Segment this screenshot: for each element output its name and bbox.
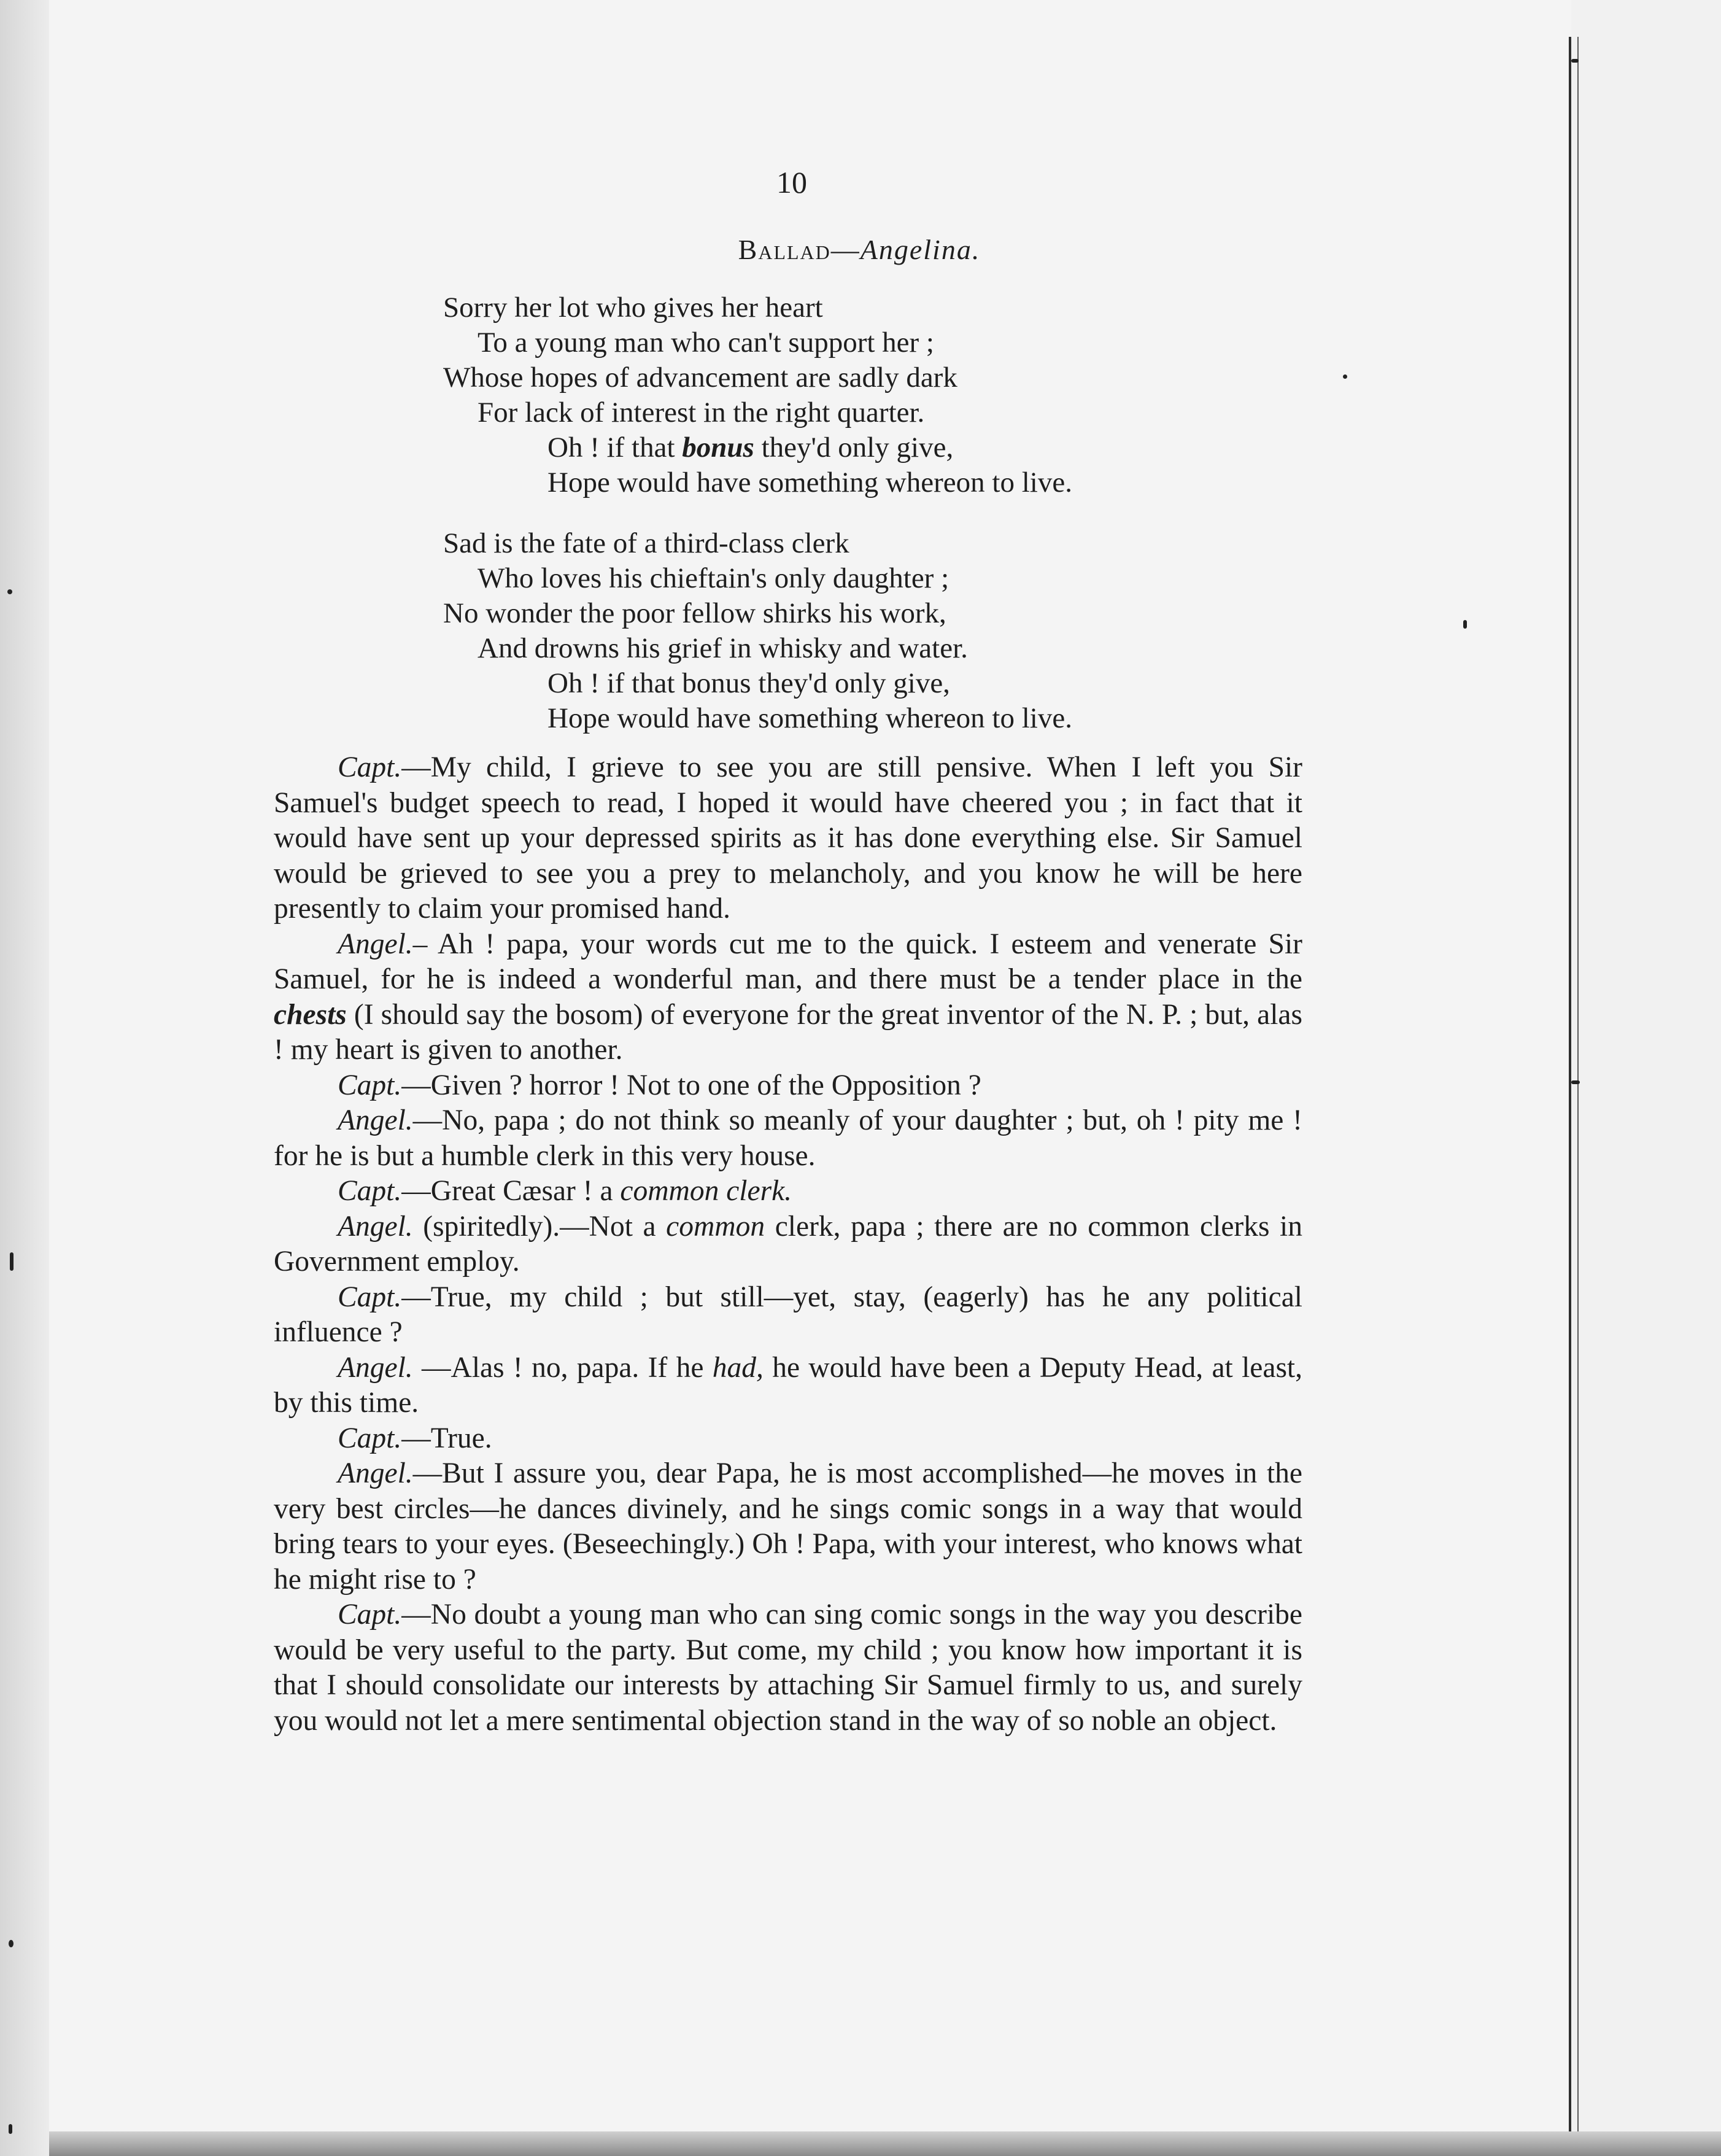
verse-line: Who loves his chieftain's only daughter ; [478, 562, 949, 594]
speech-text: True, my child ; but still—yet, stay, (eagerly) has he any political influence ? [274, 1281, 1302, 1348]
scan-bottom-edge [49, 2131, 1721, 2156]
ballad-heading [552, 233, 1166, 266]
speaker-separator: — [401, 1281, 431, 1313]
speaker-name: Capt. [338, 1422, 402, 1454]
scan-speck [1571, 59, 1579, 63]
verse-text: they'd only give, [754, 432, 954, 463]
speech-text: Great Cæsar ! a [430, 1175, 621, 1207]
speech-text: My child, I grieve to see you are still pensive. When I left you Sir Samuel's budget speech to read, I hoped it would have cheered you ; in fact that it would have sent up your depressed spirits as it has done everything else. Sir Samuel would be grieved to see you a prey to melancholy, and you know he will be here presently to claim your promised hand. [274, 751, 1302, 925]
speaker-name: Capt. [338, 1599, 402, 1631]
dialogue-paragraph [274, 927, 1302, 1068]
speaker-name: Capt. [338, 1069, 402, 1101]
speaker-name: Capt. [338, 751, 402, 783]
verse-line: Oh ! if that bonus they'd only give, [547, 667, 950, 699]
speaker-name: Angel. [338, 1104, 413, 1136]
scan-speck [7, 589, 12, 594]
verse-line: Whose hopes of advancement are sadly dark [443, 362, 957, 394]
speaker-separator: — [401, 1069, 431, 1101]
speech-text: Given ? horror ! Not to one of the Opposition ? [430, 1069, 981, 1101]
verse-line: Hope would have something whereon to live. [547, 702, 1072, 734]
speaker-name: Angel. [338, 928, 413, 960]
speaker-separator: — [412, 1351, 451, 1384]
dialogue-text [274, 750, 1302, 1739]
scan-right-margin [1571, 0, 1721, 2156]
speech-text: Ah ! papa, your words cut me to the quick. I esteem and venerate Sir Samuel, for he is indeed a wonderful man, and there must be a tender place in the [274, 928, 1302, 995]
verse-line: Sorry her lot who gives her heart [443, 292, 823, 324]
speaker-separator: – [412, 928, 438, 960]
verse-line: Hope would have something whereon to live. [547, 467, 1072, 498]
verse-line: No wonder the poor fellow shirks his work, [443, 597, 946, 629]
page-number: 10 [776, 165, 807, 200]
emphasis-text: had, [712, 1351, 764, 1384]
emphasis-text: chests [274, 998, 347, 1031]
emphasis-word: bonus [682, 432, 754, 463]
speaker-name: Capt. [338, 1175, 402, 1207]
verse-line: Sad is the fate of a third-class clerk [443, 527, 849, 559]
speaker-separator: — [401, 1599, 431, 1631]
emphasis-text: common clerk. [620, 1175, 792, 1207]
speaker-separator: — [401, 1422, 431, 1454]
dialogue-paragraph [274, 1103, 1302, 1174]
scan-speck [1343, 374, 1347, 379]
dialogue-paragraph [274, 1597, 1302, 1739]
speaker-name: Angel. [338, 1457, 413, 1489]
dialogue-paragraph [274, 1456, 1302, 1597]
ballad-title: Ballad [738, 234, 831, 265]
scan-speck [9, 1940, 14, 1947]
speech-text: (spiritedly).—Not a [423, 1210, 667, 1243]
scan-speck [9, 2124, 12, 2134]
ballad-singer: Angelina. [860, 234, 981, 265]
speech-text: True. [430, 1422, 492, 1454]
speaker-separator: — [412, 1457, 443, 1489]
page-fold-line-inner [1577, 37, 1579, 2136]
scan-speck [1571, 1080, 1580, 1084]
emphasis-text: common [666, 1210, 765, 1243]
verse-line: And drowns his grief in whisky and water. [478, 632, 968, 664]
page-fold-line [1569, 37, 1571, 2136]
verse-text: Oh ! if that [547, 432, 683, 463]
speaker-separator [413, 1211, 423, 1243]
dialogue-paragraph [274, 1174, 1302, 1209]
speaker-separator: — [401, 751, 431, 783]
speech-text: No, papa ; do not think so meanly of your daughter ; but, oh ! pity me ! for he is but a humble clerk in this very house. [274, 1104, 1302, 1172]
speech-text: (I should say the bosom) of everyone for the great inventor of the N. P. ; but, alas ! my heart is given to another. [274, 998, 1302, 1066]
dialogue-paragraph [274, 1351, 1302, 1421]
dialogue-paragraph [274, 1068, 1302, 1104]
verse-line: To a young man who can't support her ; [478, 327, 934, 359]
speech-text: Alas ! no, papa. If he [451, 1351, 713, 1384]
dialogue-paragraph [274, 1280, 1302, 1351]
speech-text: But I assure you, dear Papa, he is most accomplished—he moves in the very best circles—he dances divinely, and he sings comic songs in a way that would bring tears to your eyes. (Beseechingly.) Oh ! Papa, with your interest, who knows what he might rise to ? [274, 1457, 1302, 1596]
speaker-separator: — [412, 1104, 443, 1136]
speech-text: he would have been a Deputy Head, at least, by this time. [274, 1351, 1303, 1419]
ballad-dash: — [830, 234, 860, 265]
verse-line [547, 433, 953, 462]
dialogue-paragraph [274, 750, 1302, 927]
speaker-name: Capt. [338, 1281, 402, 1313]
scan-speck [10, 1252, 14, 1271]
scan-speck [1463, 620, 1467, 629]
speech-text: No doubt a young man who can sing comic songs in the way you describe would be very useful to the party. But come, my child ; you know how important it is that I should consolidate our interests by attaching Sir Samuel firmly to us, and surely you would not let a mere sentimental objection stand in the way of so noble an object. [274, 1599, 1302, 1737]
speaker-separator: — [401, 1175, 431, 1207]
dialogue-paragraph [274, 1209, 1302, 1280]
verse-line: For lack of interest in the right quarter. [478, 397, 925, 428]
speaker-name: Angel. [338, 1351, 413, 1384]
scan-left-margin [0, 0, 49, 2156]
dialogue-paragraph [274, 1421, 1302, 1457]
speech-text: clerk, papa ; there are no common clerks in Government employ. [274, 1210, 1302, 1278]
speaker-name: Angel. [338, 1210, 413, 1243]
